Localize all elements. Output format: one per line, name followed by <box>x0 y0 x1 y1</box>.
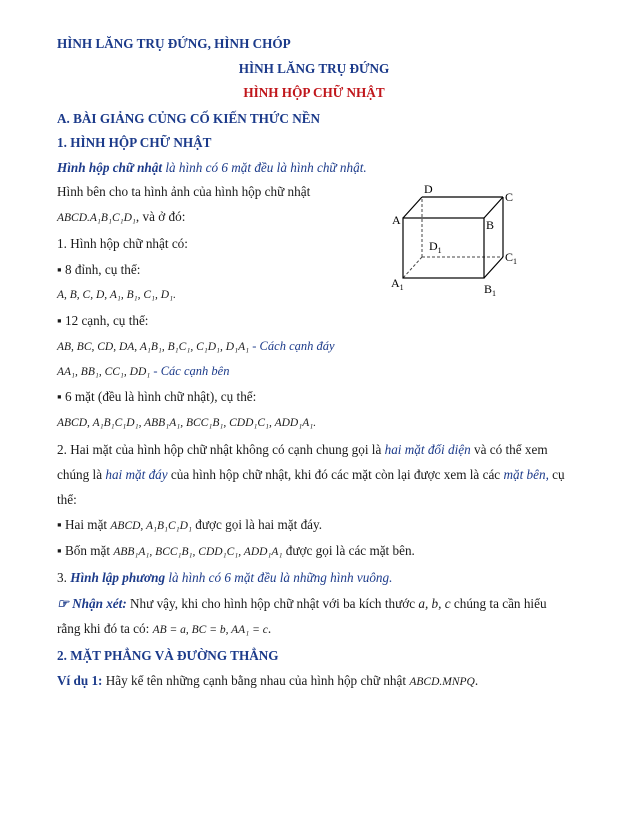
sides-pre: ▪ Bốn mặt <box>57 543 114 558</box>
label-c1-main: C <box>505 250 514 264</box>
doc-header: HÌNH LĂNG TRỤ ĐỨNG, HÌNH CHÓP <box>57 36 291 51</box>
note-text-a: Như vậy, khi cho hình hộp chữ nhật với ba kích thước <box>126 596 419 611</box>
sides-post: được gọi là các mặt bên. <box>282 543 415 558</box>
example-1 <box>57 673 478 690</box>
item-3 <box>57 570 392 586</box>
example-label: Ví dụ 1: <box>57 673 103 688</box>
label-d: D <box>424 182 433 196</box>
bases-line <box>57 517 322 534</box>
edges-base: AB, BC, CD, DA, A₁B₁, B₁C₁, C₁D₁, D₁A₁ <box>57 341 250 353</box>
label-b1 <box>484 282 496 298</box>
edge-ad <box>403 197 422 218</box>
figure-intro: Hình bên cho ta hình ảnh của hình hộp chữ nhật <box>57 184 311 199</box>
box-name: ABCD.A₁B₁C₁D₁ <box>57 212 136 224</box>
vertices-list: A, B, C, D, A₁, B₁, C₁, D₁. <box>57 289 176 301</box>
example-end: . <box>474 673 479 688</box>
note-vars: a, b, c <box>418 596 451 611</box>
edge-a1d1 <box>403 257 422 278</box>
label-a1 <box>391 276 404 292</box>
edges-side-line <box>57 363 229 380</box>
box-name-tail: , và ở đó: <box>135 209 186 224</box>
vertices-label: ▪ 8 đỉnh, cụ thể: <box>57 262 141 277</box>
label-a1-main: A <box>391 276 400 290</box>
note-label: ☞ Nhận xét: <box>57 596 127 611</box>
label-a1-sub: 1 <box>399 283 404 292</box>
note-end: . <box>267 621 272 636</box>
title-prism: HÌNH LĂNG TRỤ ĐỨNG <box>238 61 390 76</box>
example-math: ABCD.MNPQ <box>409 676 475 688</box>
label-b1-sub: 1 <box>492 289 497 298</box>
item-2-text-d: của hình hộp chữ nhật, khi đó các mặt còn lại được xem là các <box>167 467 504 482</box>
bases-math: ABCD, A₁B₁C₁D₁ <box>110 520 192 532</box>
label-b: B <box>486 218 495 232</box>
item-2-text-b: và có thể xem <box>470 442 548 457</box>
section-2-heading: 2. MẶT PHẲNG VÀ ĐƯỜNG THẲNG <box>57 648 279 663</box>
edge-b1c1 <box>484 257 503 278</box>
faces-list: ABCD, A₁B₁C₁D₁, ABB₁A₁, BCC₁B₁, CDD₁C₁, ADD₁A₁. <box>57 417 317 429</box>
note-line-1 <box>57 596 547 612</box>
sides-math: ABB₁A₁, BCC₁B₁, CDD₁C₁, ADD₁A₁ <box>113 546 283 558</box>
label-d1 <box>429 239 442 255</box>
definition-text: là hình có 6 mặt đều là hình chữ nhật. <box>162 160 367 175</box>
item-1: 1. Hình hộp chữ nhật có: <box>57 236 188 251</box>
item-3-text: là hình có 6 mặt đều là những hình vuông. <box>165 570 393 585</box>
label-c1-sub: 1 <box>513 257 518 266</box>
item-2-text-a: 2. Hai mặt của hình hộp chữ nhật không có cạnh chung gọi là <box>57 442 385 457</box>
section-a-heading: A. BÀI GIẢNG CỦNG CỐ KIẾN THỨC NỀN <box>57 111 321 126</box>
note-math: AB = a, BC = b, AA₁ = c <box>152 624 268 636</box>
edges-label: ▪ 12 cạnh, cụ thể: <box>57 313 149 328</box>
faces-label: ▪ 6 mặt (đều là hình chữ nhật), cụ thể: <box>57 389 257 404</box>
note-line-2 <box>57 621 271 638</box>
term-side-faces: mặt bên, <box>503 467 549 482</box>
title-box: HÌNH HỘP CHỮ NHẬT <box>243 85 385 100</box>
face-abb1a1 <box>403 218 484 278</box>
label-b1-main: B <box>484 282 493 296</box>
sides-line <box>57 543 415 560</box>
definition-line <box>57 160 367 176</box>
rectangular-box-figure <box>380 180 530 300</box>
term-cube: Hình lập phương <box>70 570 166 585</box>
term-opposite-faces: hai mặt đối diện <box>384 442 471 457</box>
box-name-line <box>57 209 185 226</box>
definition-term: Hình hộp chữ nhật <box>57 160 163 175</box>
term-bases: hai mặt đáy <box>105 467 168 482</box>
label-c1 <box>505 250 517 266</box>
item-2-line-3: thể: <box>57 492 77 507</box>
note-line-2-text: rằng khi đó ta có: <box>57 621 153 636</box>
edges-base-note: - Cách cạnh đáy <box>249 339 335 353</box>
label-d1-main: D <box>429 239 438 253</box>
item-2-text-e: cụ <box>548 467 565 482</box>
item-2-line-2 <box>57 467 565 483</box>
item-3-pre: 3. <box>57 570 71 585</box>
label-a: A <box>392 213 401 227</box>
edges-side: AA₁, BB₁, CC₁, DD₁ <box>57 366 151 378</box>
edges-base-line <box>57 338 335 355</box>
bases-pre: ▪ Hai mặt <box>57 517 111 532</box>
note-text-b: chúng ta cần hiểu <box>450 596 547 611</box>
item-2-text-c: chúng là <box>57 467 106 482</box>
bases-post: được gọi là hai mặt đáy. <box>191 517 323 532</box>
label-c: C <box>505 190 514 204</box>
edges-side-note: - Các cạnh bên <box>150 364 230 378</box>
example-text: Hãy kể tên những cạnh bằng nhau của hình hộp chữ nhật <box>102 673 410 688</box>
section-1-heading: 1. HÌNH HỘP CHỮ NHẬT <box>57 135 212 150</box>
edge-bc <box>484 197 503 218</box>
item-2-line-1 <box>57 442 548 458</box>
label-d1-sub: 1 <box>437 246 442 255</box>
